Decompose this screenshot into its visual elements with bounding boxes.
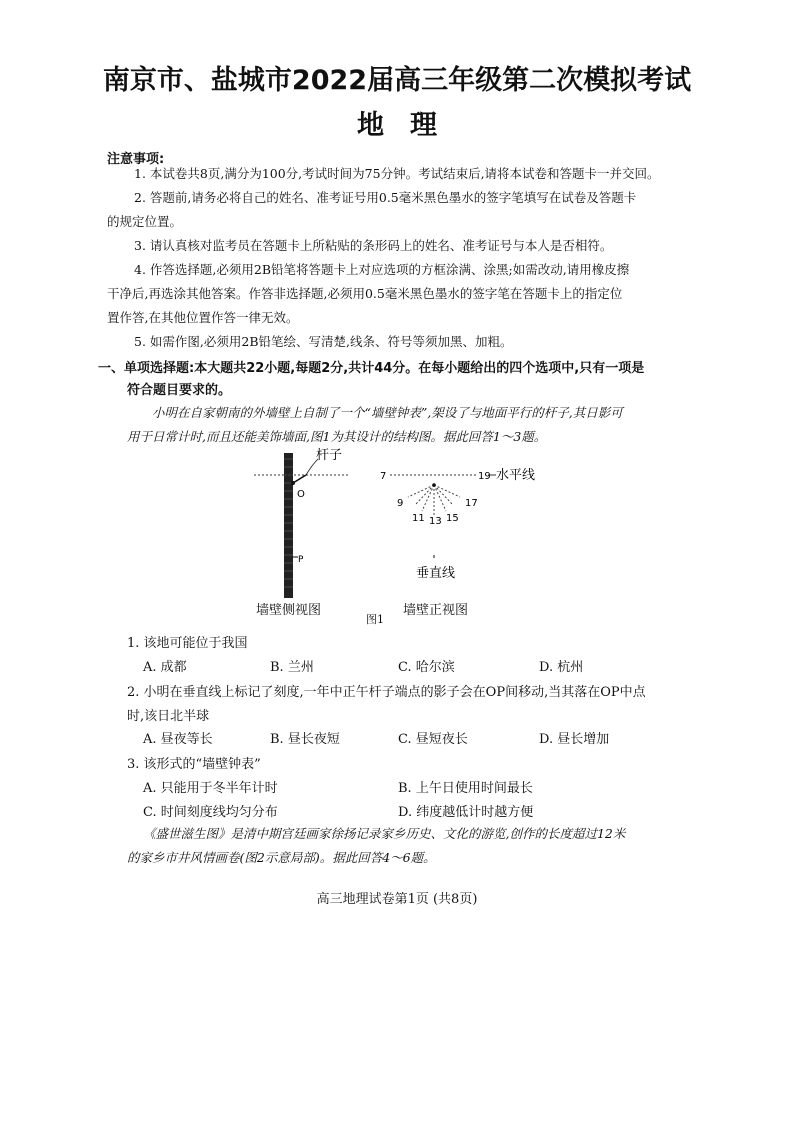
option: B. 兰州 (270, 660, 314, 675)
figure-1 (240, 445, 570, 625)
hour-mark-11: 11 (412, 513, 425, 524)
note-line: 1. 本试卷共8页,满分为100分,考试时间为75分钟。考试结束后,请将本试卷和答题卡一并交回。 (134, 166, 660, 181)
passage-line: 小明在自家朝南的外墙壁上自制了一个“墙壁钟表”,架设了与地面平行的杆子,其日影可 (152, 405, 623, 420)
hour-mark-17: 17 (465, 498, 478, 509)
question-stem: 2. 小明在垂直线上标记了刻度,一年中正午杆子端点的影子会在OP间移动,当其落在OP中点 (127, 685, 646, 700)
side-view-caption: 墙壁侧视图 (256, 603, 322, 618)
note-line: 4. 作答选择题,必须用2B铅笔将答题卡上对应选项的方框涂满、涂黑;如需改动,请用橡皮擦 (134, 262, 630, 277)
question-stem: 1. 该地可能位于我国 (127, 636, 248, 651)
note-line: 5. 如需作图,必须用2B铅笔绘、写清楚,线条、符号等须加黑、加粗。 (134, 334, 513, 349)
exam-title: 南京市、盐城市2022届高三年级第二次模拟考试 (102, 65, 692, 96)
point-p-label: P (298, 555, 304, 565)
option: A. 只能用于冬半年计时 (143, 781, 278, 796)
horizontal-line-label: 水平线 (496, 468, 536, 483)
hour-mark-13: 13 (429, 516, 442, 527)
rod (293, 475, 306, 483)
hour-mark-15: 15 (446, 513, 459, 524)
option: C. 哈尔滨 (398, 660, 455, 675)
option: B. 上午日使用时间最长 (398, 781, 533, 796)
note-line: 3. 请认真核对监考员在答题卡上所粘贴的条形码上的姓名、准考证号与本人是否相符。 (134, 238, 613, 253)
option: D. 杭州 (539, 660, 584, 675)
question-stem-cont: 时,该日北半球 (127, 709, 210, 724)
option: C. 时间刻度线均匀分布 (143, 805, 278, 820)
option: D. 昼长增加 (539, 732, 610, 747)
hour-mark-7: 7 (380, 471, 387, 482)
subject-title: 地理 (357, 110, 463, 141)
option: A. 成都 (143, 660, 187, 675)
option: D. 纬度越低计时越方便 (398, 805, 534, 820)
notes-heading: 注意事项: (107, 152, 165, 167)
vertical-line-label: 垂直线 (416, 566, 456, 581)
section-heading-cont: 符合题目要求的。 (127, 383, 232, 398)
point-o-label: O (297, 489, 305, 500)
note-line: 2. 答题前,请务必将自己的姓名、准考证号用0.5毫米黑色墨水的签字笔填写在试卷及答题卡 (134, 190, 637, 205)
note-line: 的规定位置。 (107, 214, 183, 229)
passage-line: 的家乡市井风情画卷(图2示意局部)。据此回答4～6题。 (127, 850, 436, 865)
note-line: 置作答,在其他位置作答一律无效。 (107, 310, 299, 325)
front-view-caption: 墙壁正视图 (403, 603, 469, 618)
question-stem: 3. 该形式的“墙壁钟表” (127, 757, 261, 772)
figure-caption: 图1 (366, 613, 384, 626)
page-footer: 高三地理试卷第1页 (共8页) (316, 892, 478, 907)
hour-lines (408, 485, 460, 515)
note-line: 干净后,再选涂其他答案。作答非选择题,必须用0.5毫米黑色墨水的签字笔在答题卡上的指定位 (107, 286, 623, 301)
option: A. 昼夜等长 (143, 732, 213, 747)
passage-line: 用于日常计时,而且还能美饰墙面,图1为其设计的结构图。据此回答1～3题。 (127, 429, 547, 444)
option: B. 昼长夜短 (270, 732, 340, 747)
rod-label: 杆子 (316, 448, 343, 463)
option: C. 昼短夜长 (398, 732, 468, 747)
hour-mark-9: 9 (397, 498, 404, 509)
section-heading: 一、单项选择题:本大题共22小题,每题2分,共计44分。在每小题给出的四个选项中,只有一项是 (98, 361, 645, 376)
passage-line: 《盛世滋生图》是清中期宫廷画家徐扬记录家乡历史、文化的游览,创作的长度超过12米 (143, 826, 626, 841)
hour-mark-19: 19 (478, 471, 491, 482)
